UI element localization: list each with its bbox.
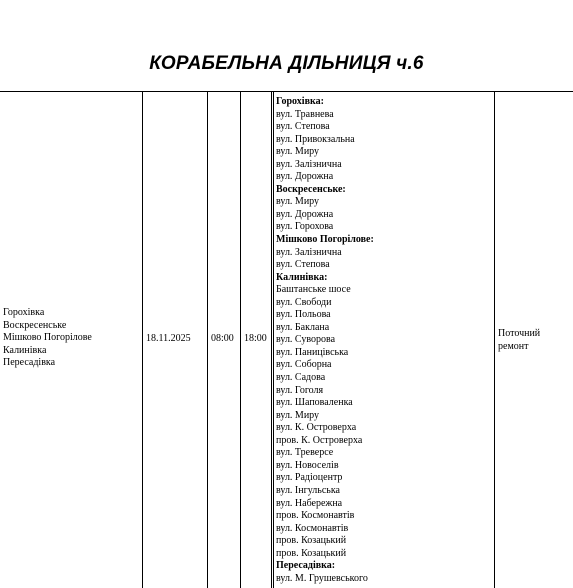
street-item: пров. Козацький bbox=[276, 535, 347, 547]
street-item: вул. Степова bbox=[276, 259, 330, 271]
street-item: вул. Паницівська bbox=[276, 346, 349, 358]
column-divider bbox=[494, 91, 495, 588]
street-item: Баштанське шосе bbox=[276, 284, 351, 296]
time-to-cell: 18:00 bbox=[244, 333, 267, 344]
street-item: вул. М. Грушевського bbox=[276, 572, 368, 584]
date-cell: 18.11.2025 bbox=[146, 333, 191, 344]
street-item: вул. Травнева bbox=[276, 108, 334, 120]
street-item: вул. Свободи bbox=[276, 296, 332, 308]
work-type-line: Поточний bbox=[498, 328, 541, 339]
settlement-heading: Калинівка: bbox=[276, 271, 328, 283]
table-top-border bbox=[0, 91, 573, 92]
time-from-cell: 08:00 bbox=[211, 333, 234, 344]
street-item: вул. Горохова bbox=[276, 221, 334, 233]
street-item: вул. Суворова bbox=[276, 334, 336, 346]
street-item: вул. Баклана bbox=[276, 321, 330, 333]
settlement-name: Воскресенське bbox=[3, 319, 67, 331]
street-item: вул. Садова bbox=[276, 372, 326, 384]
street-item: пров. К. Островерха bbox=[276, 434, 363, 446]
work-type-line: ремонт bbox=[498, 341, 529, 352]
settlement-name: Калинівка bbox=[3, 344, 47, 356]
column-divider bbox=[207, 91, 208, 588]
street-item: вул. Шаповаленка bbox=[276, 397, 353, 409]
column-divider bbox=[273, 91, 274, 588]
settlement-heading: Горохівка: bbox=[276, 96, 324, 107]
page-title: КОРАБЕЛЬНА ДІЛЬНИЦЯ ч.6 bbox=[149, 53, 424, 74]
street-item: вул. Інгульська bbox=[276, 484, 340, 496]
column-divider bbox=[271, 91, 272, 588]
street-item: вул. К. Островерха bbox=[276, 422, 357, 434]
street-item: вул. Радіоцентр bbox=[276, 472, 343, 484]
work-type-cell bbox=[498, 327, 540, 353]
street-item: вул. Миру bbox=[276, 146, 320, 158]
schedule-table bbox=[0, 91, 573, 588]
settlement-heading: Пересадівка: bbox=[276, 560, 336, 572]
street-item: вул. Миру bbox=[276, 409, 320, 421]
street-item: вул. Гоголя bbox=[276, 384, 324, 396]
street-item: вул. Набережна bbox=[276, 497, 343, 509]
street-item: вул. Привокзальна bbox=[276, 133, 355, 145]
street-item: вул. Соборна bbox=[276, 359, 332, 371]
street-item: вул. Треверсе bbox=[276, 447, 334, 459]
street-item: вул. Залізнична bbox=[276, 246, 342, 258]
column-divider bbox=[142, 91, 143, 588]
settlements-cell bbox=[3, 307, 92, 370]
street-item: вул. Степова bbox=[276, 121, 330, 133]
column-divider bbox=[240, 91, 241, 588]
settlement-name: Пересадівка bbox=[3, 357, 56, 368]
settlement-heading: Воскресенське: bbox=[276, 183, 346, 195]
street-item: вул. Дорожна bbox=[276, 171, 334, 183]
street-item: пров. Козацький bbox=[276, 547, 347, 559]
settlement-name: Горохівка bbox=[3, 307, 45, 318]
settlement-heading: Мішково Погорілове: bbox=[276, 234, 374, 246]
settlement-name: Мішково Погорілове bbox=[3, 332, 92, 343]
street-item: вул. Залізнична bbox=[276, 158, 342, 170]
street-item: вул. Польова bbox=[276, 309, 331, 321]
street-item: пров. Космонавтів bbox=[276, 510, 355, 522]
street-item: вул. Миру bbox=[276, 196, 320, 208]
street-item: вул. Новоселів bbox=[276, 459, 339, 471]
street-item: вул. Дорожна bbox=[276, 208, 334, 220]
street-item: вул. Космонавтів bbox=[276, 522, 349, 534]
streets-cell bbox=[276, 96, 374, 585]
